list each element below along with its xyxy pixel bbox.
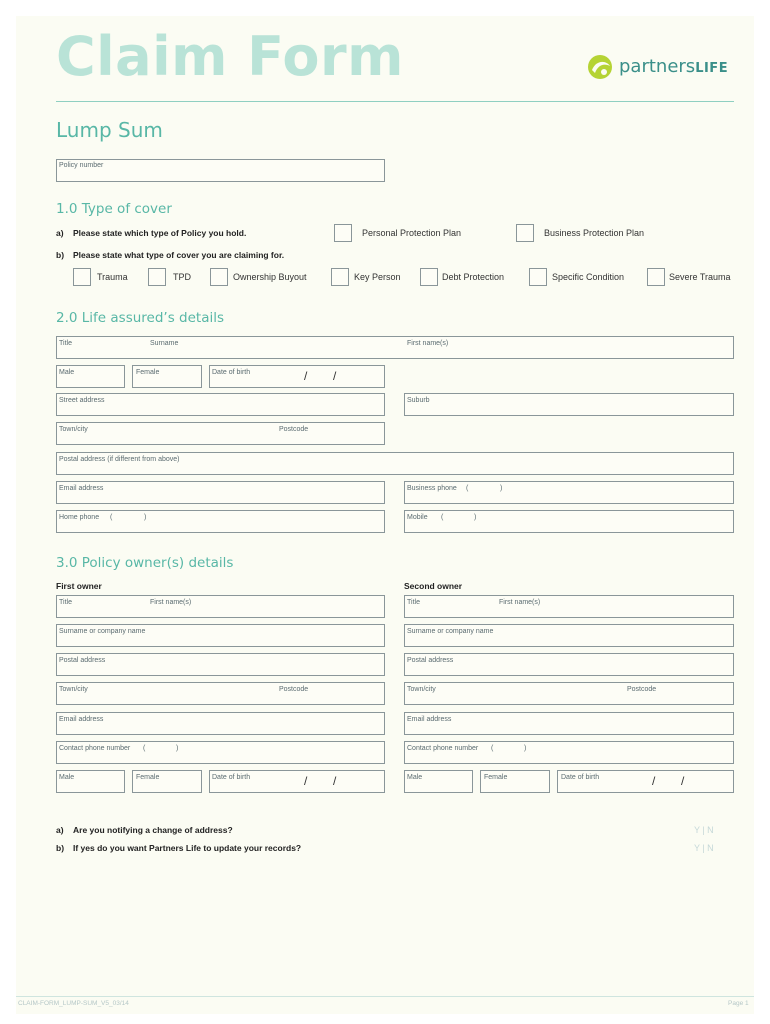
first-owner-postal-label: Postal address [59,657,106,664]
second-owner-town-field[interactable] [404,682,734,705]
second-owner-name-field[interactable] [404,595,734,618]
second-owner-heading: Second owner [404,581,463,591]
life-assured-mobile-field[interactable] [404,510,734,533]
paren-open: ( [491,745,494,752]
paren-open: ( [110,514,113,521]
checkbox-tpd[interactable] [148,268,166,286]
footer-page-number: Page 1 [728,1000,749,1007]
life-assured-town-label: Town/city [59,426,88,433]
first-owner-email-label: Email address [59,716,104,723]
footer-divider [16,996,754,997]
life-assured-first-names-label: First name(s) [407,340,449,347]
form-subtitle: Lump Sum [56,118,163,142]
second-owner-surname-label: Surname or company name [407,628,494,635]
life-assured-dob-label: Date of birth [212,369,251,376]
life-assured-suburb-field[interactable] [404,393,734,416]
first-owner-heading: First owner [56,581,102,591]
second-owner-title-label: Title [407,599,420,606]
second-owner-phone-label: Contact phone number [407,745,479,752]
life-assured-street-label: Street address [59,397,105,404]
policy-number-field[interactable] [56,159,385,182]
checkbox-personal-protection-plan[interactable] [334,224,352,242]
first-owner-phone-label: Contact phone number [59,745,131,752]
dob-separator: / [681,774,685,788]
option-debt-protection: Debt Protection [442,272,505,282]
option-ownership-buyout: Ownership Buyout [233,272,307,282]
form-title: Claim Form [56,25,404,88]
dob-separator: / [304,774,308,788]
option-tpd: TPD [173,272,191,282]
option-business-protection-plan: Business Protection Plan [544,228,645,238]
question-change-of-address: Are you notifying a change of address? [73,825,233,835]
paren-close: ) [176,745,179,752]
option-personal-protection-plan: Personal Protection Plan [362,228,462,238]
paren-close: ) [524,745,527,752]
checkbox-debt-protection[interactable] [420,268,438,286]
first-owner-town-label: Town/city [59,686,88,693]
life-assured-mobile-label: Mobile [407,514,428,521]
question-b-letter: b) [56,843,65,853]
logo-text-prefix: partners [619,56,696,77]
paren-close: ) [474,514,477,521]
paren-open: ( [466,485,469,492]
dob-separator: / [333,369,337,383]
logo-wordmark [619,56,728,77]
yes-no-toggle-change-of-address[interactable]: Y | N [694,825,714,835]
first-owner-postal-field[interactable] [56,653,385,676]
first-owner-first-names-label: First name(s) [150,599,192,606]
policy-number-label: Policy number [59,162,104,169]
life-assured-postcode-label: Postcode [279,426,309,433]
checkbox-business-protection-plan[interactable] [516,224,534,242]
question-update-records: If yes do you want Partners Life to update your records? [73,843,302,853]
checkbox-key-person[interactable] [331,268,349,286]
second-owner-postal-field[interactable] [404,653,734,676]
paren-open: ( [441,514,444,521]
checkbox-trauma[interactable] [73,268,91,286]
partners-life-logo-icon [586,52,616,82]
second-owner-postal-label: Postal address [407,657,454,664]
option-trauma: Trauma [97,272,128,282]
question-policy-type: Please state which type of Policy you hold. [73,228,247,238]
dob-separator: / [652,774,656,788]
question-b-letter: b) [56,250,65,260]
second-owner-town-label: Town/city [407,686,436,693]
first-owner-dob-label: Date of birth [212,774,251,781]
first-owner-name-field[interactable] [56,595,385,618]
section-policy-owners-heading: 3.0 Policy owner(s) details [56,555,234,571]
second-owner-male-label: Male [407,774,423,781]
partners-life-logo [586,52,736,82]
second-owner-postcode-label: Postcode [627,686,657,693]
life-assured-email-field[interactable] [56,481,385,504]
second-owner-email-field[interactable] [404,712,734,735]
life-assured-postal-label: Postal address (if different from above) [59,456,180,463]
first-owner-town-field[interactable] [56,682,385,705]
header-divider [56,101,734,102]
dob-separator: / [304,369,308,383]
paren-open: ( [143,745,146,752]
logo-text-suffix: LIFE [695,61,729,76]
life-assured-home-phone-label: Home phone [59,514,100,521]
option-key-person: Key Person [354,272,401,282]
first-owner-surname-label: Surname or company name [59,628,146,635]
question-cover-type: Please state what type of cover you are claiming for. [73,250,285,260]
second-owner-dob-label: Date of birth [561,774,600,781]
life-assured-female-label: Female [136,369,160,376]
life-assured-home-phone-field[interactable] [56,510,385,533]
life-assured-surname-label: Surname [150,340,179,347]
dob-separator: / [333,774,337,788]
life-assured-street-field[interactable] [56,393,385,416]
life-assured-email-label: Email address [59,485,104,492]
second-owner-first-names-label: First name(s) [499,599,541,606]
section-type-of-cover-heading: 1.0 Type of cover [56,201,172,217]
footer-form-code: CLAIM-FORM_LUMP-SUM_V5_03/14 [18,1000,129,1007]
first-owner-email-field[interactable] [56,712,385,735]
section-life-assured-heading: 2.0 Life assured’s details [56,310,224,326]
first-owner-title-label: Title [59,599,72,606]
option-specific-condition: Specific Condition [552,272,625,282]
yes-no-toggle-update-records[interactable]: Y | N [694,843,714,853]
checkbox-severe-trauma[interactable] [647,268,665,286]
life-assured-business-phone-label: Business phone [407,485,457,492]
option-severe-trauma: Severe Trauma [669,272,731,282]
question-a-letter: a) [56,825,64,835]
life-assured-title-label: Title [59,340,72,347]
second-owner-female-label: Female [484,774,508,781]
checkbox-ownership-buyout[interactable] [210,268,228,286]
life-assured-male-label: Male [59,369,75,376]
first-owner-male-label: Male [59,774,75,781]
checkbox-specific-condition[interactable] [529,268,547,286]
second-owner-email-label: Email address [407,716,452,723]
life-assured-suburb-label: Suburb [407,397,430,404]
paren-close: ) [500,485,503,492]
first-owner-postcode-label: Postcode [279,686,309,693]
life-assured-town-field[interactable] [56,422,385,445]
paren-close: ) [144,514,147,521]
question-a-letter: a) [56,228,64,238]
first-owner-female-label: Female [136,774,160,781]
